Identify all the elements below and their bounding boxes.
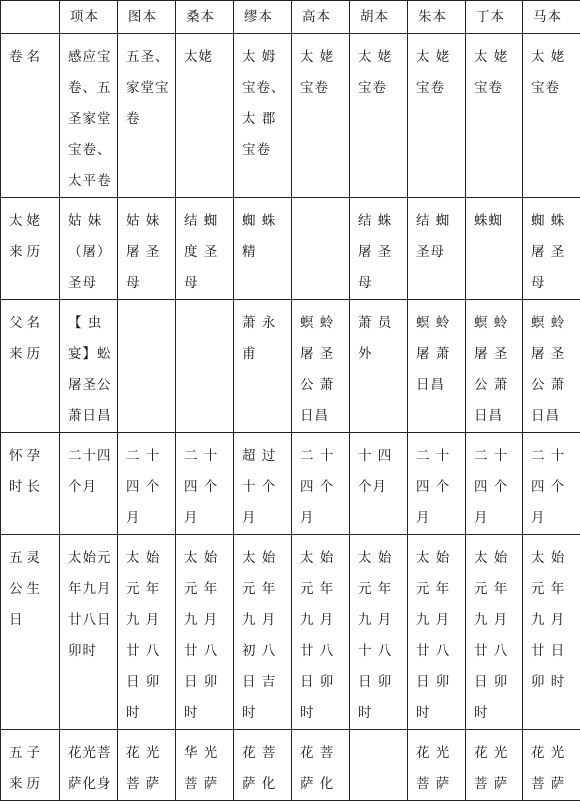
table-row-father-origin <box>1 300 580 433</box>
table-cell: 五圣、家堂宝卷 <box>118 34 176 198</box>
header-cell-sang: 桑本 <box>176 1 234 34</box>
table-cell: 花 菩萨 化 <box>234 730 292 801</box>
table-cell: 【 虫宴】蚣屠圣公萧日昌 <box>60 300 118 433</box>
table-cell: 超 过十 个月 <box>234 433 292 535</box>
table-cell: 蛛蜘 <box>466 198 523 300</box>
table-cell: 螟 蛉屠 圣 公 萧日昌 <box>292 300 350 433</box>
table-cell: 花 光菩 萨 <box>408 730 466 801</box>
header-row <box>1 1 580 34</box>
table-cell: 花 光菩 萨 <box>523 730 580 801</box>
table-cell: 太 始元 年九 月十 八日 卯时 <box>350 535 408 730</box>
table-row-scroll-title <box>1 34 580 198</box>
table-cell: 二十四个月 <box>60 433 118 535</box>
row-label: 怀孕时长 <box>1 433 60 535</box>
table-cell: 二 十四 个月 <box>292 433 350 535</box>
table-cell: 太 姥宝卷 <box>523 34 580 198</box>
table-cell: 太 始元 年九 月廿 八日 卯时 <box>466 535 523 730</box>
table-cell: 太 始元 年九 月廿 八日 卯时 <box>408 535 466 730</box>
table-cell: 花 菩萨 化 <box>292 730 350 801</box>
table-cell: 感应宝卷、五圣家堂宝卷、太平卷 <box>60 34 118 198</box>
row-label: 卷名 <box>1 34 60 198</box>
table-cell: 二 十四 个月 <box>523 433 580 535</box>
header-cell-zhu: 朱本 <box>408 1 466 34</box>
header-cell-gao: 高本 <box>292 1 350 34</box>
table-cell: 太 姥宝卷 <box>408 34 466 198</box>
table-cell: 结 蜘度 圣母 <box>176 198 234 300</box>
row-label: 太姥来历 <box>1 198 60 300</box>
table-cell: 花 光菩 萨 <box>466 730 523 801</box>
table-cell: 太 始元 年九 月廿 八日 卯时 <box>292 535 350 730</box>
table-cell: 太 姥宝卷 <box>350 34 408 198</box>
header-cell-xiang: 项本 <box>60 1 118 34</box>
table-cell: 太始元年九月廿八日卯时 <box>60 535 118 730</box>
table-cell: 萧 永甫 <box>234 300 292 433</box>
header-cell-corner <box>1 1 60 34</box>
table-cell: 太 始元 年九 月廿 日卯 时 <box>523 535 580 730</box>
table-row-taimu-origin <box>1 198 580 300</box>
table-cell: 太 始元 年九 月廿 八日 卯时 <box>176 535 234 730</box>
row-label: 五子来历 <box>1 730 60 801</box>
row-label: 五灵公生日 <box>1 535 60 730</box>
table-cell: 螟 蛉屠 圣 公 萧日昌 <box>523 300 580 433</box>
header-cell-miao: 缪本 <box>234 1 292 34</box>
row-label: 父名来历 <box>1 300 60 433</box>
table-cell: 太 始元 年九 月廿 八日 卯时 <box>118 535 176 730</box>
table-cell: 萧 员外 <box>350 300 408 433</box>
table-cell <box>118 300 176 433</box>
table-cell: 太姥 <box>176 34 234 198</box>
header-cell-ding: 丁本 <box>466 1 523 34</box>
table-cell: 结 蜘圣母 <box>408 198 466 300</box>
table-cell <box>176 300 234 433</box>
table-cell: 二 十四 个月 <box>176 433 234 535</box>
table-cell: 太 姆宝卷、太 郡宝卷 <box>234 34 292 198</box>
table-cell: 太 姥宝卷 <box>292 34 350 198</box>
table-cell: 二 十四 个月 <box>408 433 466 535</box>
table-cell: 螟 蛉屠 萧 日昌 <box>408 300 466 433</box>
table-cell: 二 十四 个月 <box>118 433 176 535</box>
table-cell: 十 四个月 <box>350 433 408 535</box>
table-cell: 蜘 蛛屠 圣母 <box>523 198 580 300</box>
table-cell: 姑 妹屠 圣母 <box>118 198 176 300</box>
table-row-pregnancy-length <box>1 433 580 535</box>
table-cell: 二 十四 个月 <box>466 433 523 535</box>
header-cell-hu: 胡本 <box>350 1 408 34</box>
table-row-five-sons-origin <box>1 730 580 801</box>
table-row-birthday <box>1 535 580 730</box>
table-cell: 蜘 蛛精 <box>234 198 292 300</box>
table-cell: 花 光菩 萨 <box>118 730 176 801</box>
header-cell-ma: 马本 <box>523 1 580 34</box>
table-cell: 太 姥宝卷 <box>466 34 523 198</box>
table-cell: 太 始元 年九 月初 八日 吉时 <box>234 535 292 730</box>
table-cell: 华 光菩 萨 <box>176 730 234 801</box>
table-cell: 花光菩萨化身 <box>60 730 118 801</box>
table-cell: 姑 妹（屠）圣母 <box>60 198 118 300</box>
table-cell <box>350 730 408 801</box>
table-cell: 螟 蛉屠 圣公 萧日昌 <box>466 300 523 433</box>
table-cell: 结 蛛屠 圣母 <box>350 198 408 300</box>
table-cell <box>292 198 350 300</box>
header-cell-tu: 图本 <box>118 1 176 34</box>
